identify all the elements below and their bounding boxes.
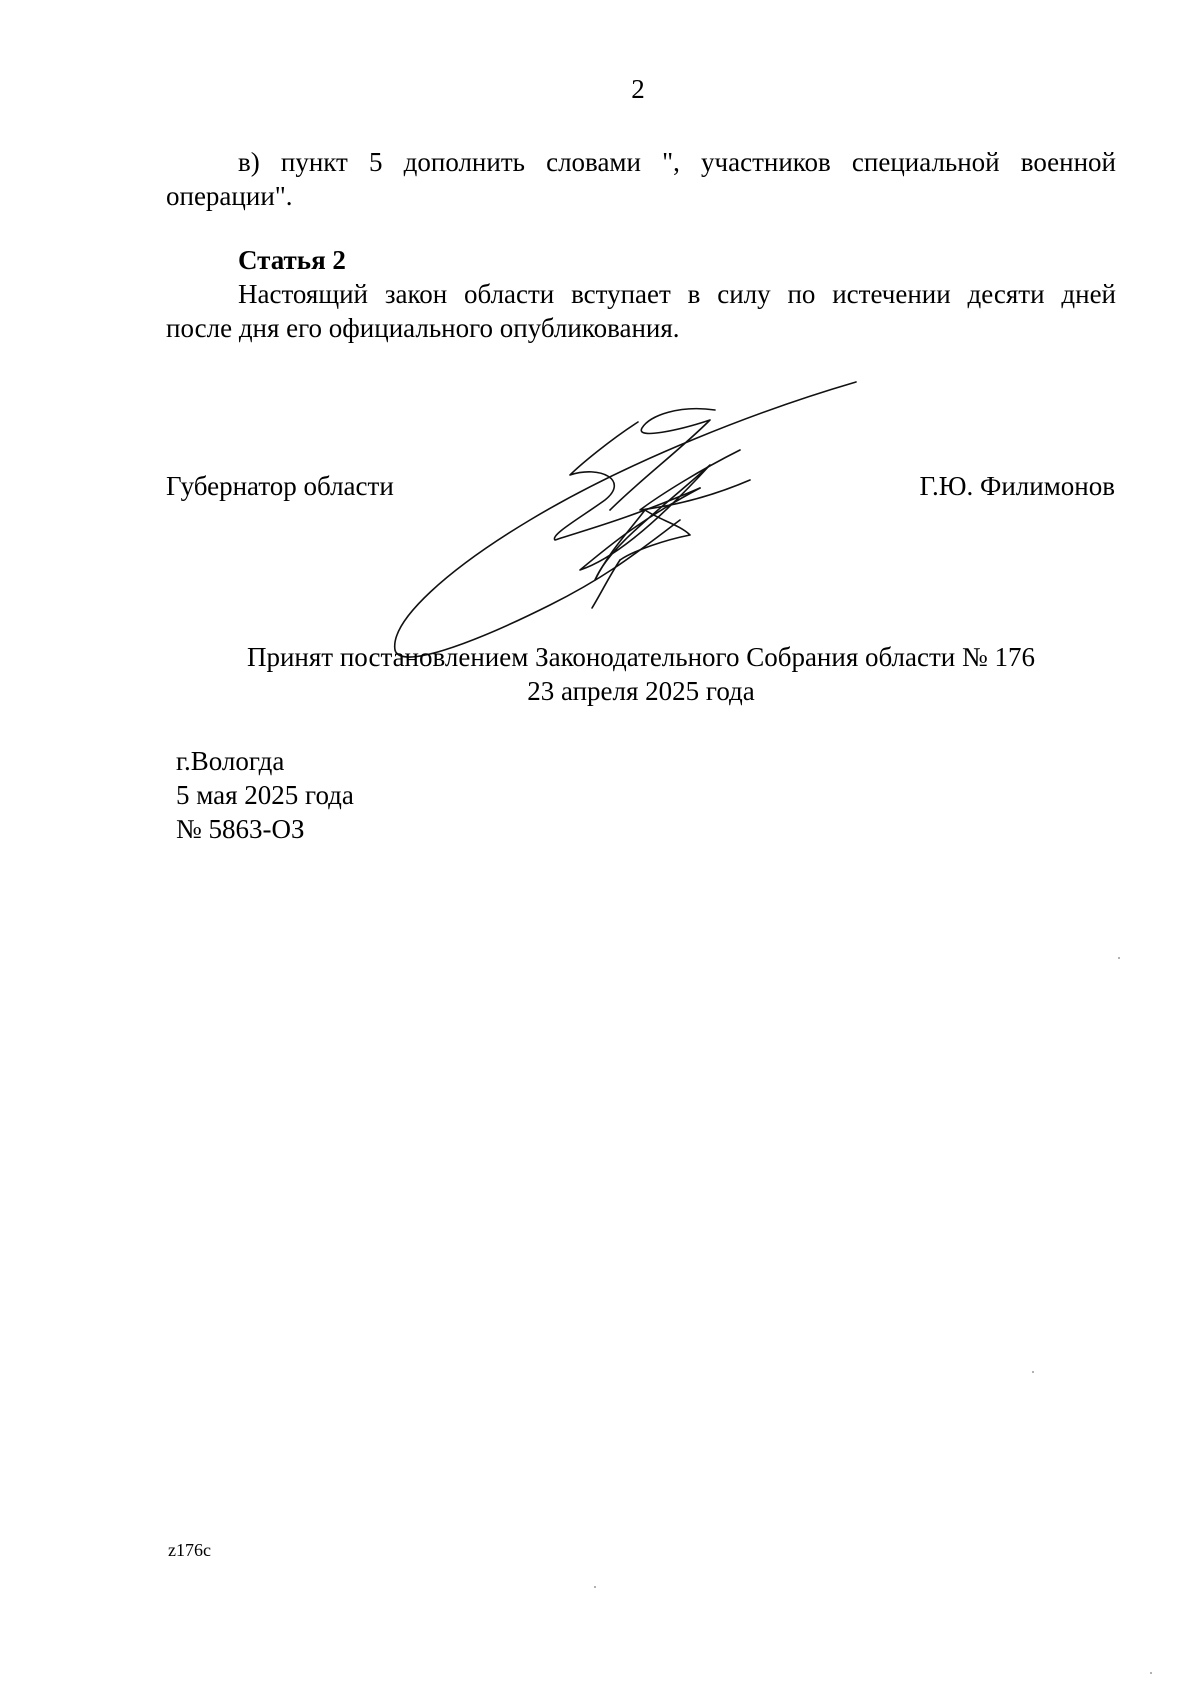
page-number: 2: [631, 74, 645, 104]
article-2-title: Статья 2: [238, 245, 346, 275]
article-2-line1: Настоящий закон области вступает в силу по истечении десяти дней: [238, 279, 1116, 309]
adoption-line1: Принят постановлением Законодательного Собрания области № 176: [246, 642, 1036, 672]
scan-speck: [1150, 1672, 1152, 1674]
signature-image: [380, 370, 870, 670]
document-code: z176c: [168, 1540, 211, 1560]
adoption-date: 23 апреля 2025 года: [527, 676, 755, 706]
paragraph-v-line2: операции".: [166, 181, 293, 211]
governor-title: Губернатор области: [166, 471, 394, 501]
paragraph-v-line1: в) пункт 5 дополнить словами ", участников специальной военной: [238, 147, 1116, 177]
adoption-block: [166, 640, 1116, 708]
scan-speck: [594, 1586, 596, 1588]
signing-date: 5 мая 2025 года: [176, 780, 354, 810]
place-date-block: [176, 744, 354, 846]
governor-name: Г.Ю. Филимонов: [919, 471, 1115, 501]
law-number: № 5863-ОЗ: [176, 814, 305, 844]
article-2-body: [166, 277, 1116, 345]
city: г.Вологда: [176, 746, 285, 776]
article-2-line2: после дня его официального опубликования.: [166, 313, 680, 343]
paragraph-v: [166, 145, 1116, 213]
scan-speck: [1118, 957, 1120, 959]
scan-speck: [1032, 1371, 1034, 1373]
